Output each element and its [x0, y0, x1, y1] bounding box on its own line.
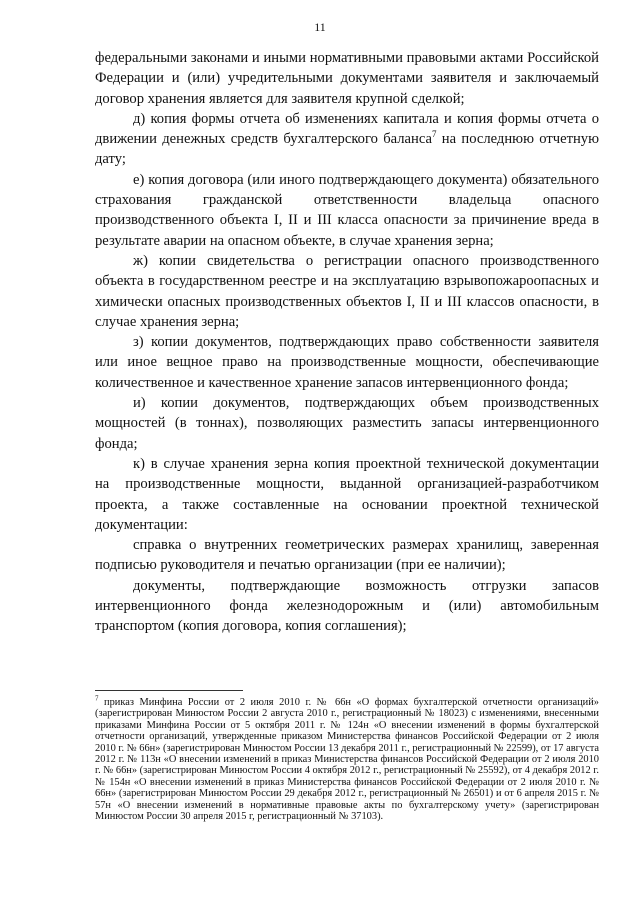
- body-text: [95, 48, 599, 637]
- footnote-divider: [95, 690, 243, 691]
- paragraph-d-text: д) копия формы отчета об изменениях капитала и копия формы отчета о движении денежных средств бухгалтерского баланса: [95, 110, 599, 148]
- page-number: 11: [314, 20, 326, 34]
- footnote-marker: 7: [95, 694, 99, 703]
- paragraph-zh: ж) копии свидетельства о регистрации опасного производственного объекта в государственном реестре и на эксплуатацию взрывопожароопасных и химически опасных производственных объектов I, II и III классов опасности, в случае хранения зерна;: [95, 252, 599, 330]
- paragraph-continuation: федеральными законами и иными нормативными правовыми актами Российской Федерации и (или) учредительными документами заявителя и заключаемый договор хранения является для заявителя крупной сделкой;: [95, 50, 599, 107]
- paragraph-spravka: справка о внутренних геометрических размерах хранилищ, заверенная подписью руководителя и печатью организации (при ее наличии);: [95, 537, 599, 574]
- paragraph-e: е) копия договора (или иного подтверждающего документа) обязательного страхования гражданской ответственности владельца опасного производственного объекта I, II и III класса опасности за причинение вреда в результате аварии на опасном объекте, в случае хранения зерна;: [95, 171, 599, 249]
- paragraph-d-text-end: на последнюю отчетную дату;: [95, 131, 599, 168]
- paragraph-i: и) копии документов, подтверждающих объем производственных мощностей (в тоннах), позволяющих разместить запасы интервенционного фонда;: [95, 395, 599, 452]
- footnote-reference[interactable]: 7: [431, 129, 437, 140]
- footnote: [95, 694, 599, 823]
- paragraph-dokumenty: документы, подтверждающие возможность отгрузки запасов интервенционного фонда железнодорожным и (или) автомобильным транспортом (копия договора, копия соглашения);: [95, 577, 599, 635]
- paragraph-k: к) в случае хранения зерна копия проектной технической документации на производственные мощности, выданной организацией-разработчиком проекта, а также составленные на основании проектной технической документации:: [95, 455, 599, 533]
- paragraph-z: з) копии документов, подтверждающих право собственности заявителя или иное вещное право на производственные мощности, обеспечивающие количественное и качественное хранение запасов интервенционного фонда;: [95, 334, 599, 391]
- footnote-text: приказ Минфина России от 2 июля 2010 г. № 66н «О формах бухгалтерской отчетности организаций» (зарегистрирован Минюстом России 2 августа 2010 г., регистрационный № 18023) с изменениями, внесенными приказами Минфина России от 5 октября 2011 г. № 124н «О внесении изменений в формы бухгалтерской отчетности организаций, утвержденные приказом Министерства финансов Российской Федерации от 2 июля 2010 г. № 66н» (зарегистрирован Минюстом России 13 декабря 2011 г., регистрационный № 22599), от 17 августа 2012 г. № 113н «О внесении изменений в приказ Министерства финансов Российской Федерации от 2 июля 2010 г. № 66н» (зарегистрирован Минюстом России 4 октября 2012 г., регистрационный № 25592), от 4 декабря 2012 г. № 154н «О внесении изменений в приказ Министерства финансов Российской Федерации от 2 июля 2010 г. № 66н» (зарегистрирован Минюстом России 29 декабря 2012 г., регистрационный № 26501) и от 6 апреля 2015 г. № 57н «О внесении изменений в нормативные правовые акты по бухгалтерскому учету» (зарегистрирован Минюстом России 30 апреля 2015 г, регистрационный № 37103).: [95, 697, 599, 823]
- paragraph-d: [95, 109, 599, 170]
